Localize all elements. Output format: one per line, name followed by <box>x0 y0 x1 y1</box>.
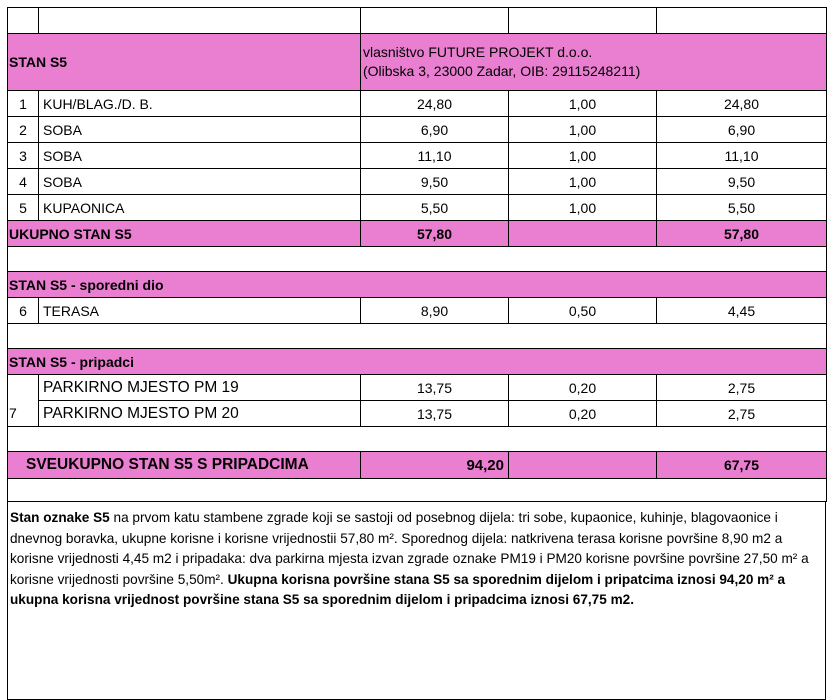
spacer-row <box>8 427 827 452</box>
room-name: PARKIRNO MJESTO PM 19 <box>39 375 361 401</box>
total-row <box>8 221 827 247</box>
table-row <box>8 143 827 169</box>
room-coefficient: 1,00 <box>509 91 657 117</box>
table-row <box>8 375 827 401</box>
grand-total-area: 94,20 <box>361 452 509 479</box>
total-label: UKUPNO STAN S5 <box>8 221 361 247</box>
note-lead: Stan oznake S5 <box>10 510 110 525</box>
row-number <box>8 375 39 401</box>
blank-top-row <box>8 8 827 34</box>
room-value: 6,90 <box>657 117 827 143</box>
room-area: 13,75 <box>361 401 509 427</box>
room-name: TERASA <box>39 298 361 324</box>
note-summary: Ukupna korisna površine stana S5 sa sporednim dijelom i pripatcima iznosi 94,20 m² a ukupna korisna vrijednost površine stana S5 sa sporednim dijelom i pripadcima iznosi 67,75 m2. <box>10 571 786 607</box>
room-value: 5,50 <box>657 195 827 221</box>
grand-total-value: 67,75 <box>657 452 827 479</box>
table-row <box>8 117 827 143</box>
total-area: 57,80 <box>361 221 509 247</box>
grand-total-label: SVEUKUPNO STAN S5 S PRIPADCIMA <box>8 452 361 479</box>
room-coefficient: 0,50 <box>509 298 657 324</box>
table-row <box>8 195 827 221</box>
row-number: 7 <box>8 401 39 427</box>
spacer-row <box>8 247 827 272</box>
apartment-title: STAN S5 <box>8 34 361 91</box>
room-name: SOBA <box>39 117 361 143</box>
room-name: KUH/BLAG./D. B. <box>39 91 361 117</box>
table-row <box>8 91 827 117</box>
owner-line-1: vlasništvo FUTURE PROJEKT d.o.o. <box>363 44 593 60</box>
room-area: 5,50 <box>361 195 509 221</box>
spacer-row <box>8 479 827 502</box>
room-area: 6,90 <box>361 117 509 143</box>
owner-line-2: (Olibska 3, 23000 Zadar, OIB: 29115248211) <box>363 63 641 79</box>
room-value: 11,10 <box>657 143 827 169</box>
row-number: 5 <box>8 195 39 221</box>
grand-total-row <box>8 452 827 479</box>
room-coefficient: 0,20 <box>509 375 657 401</box>
room-area: 8,90 <box>361 298 509 324</box>
room-name: PARKIRNO MJESTO PM 20 <box>39 401 361 427</box>
section-title: STAN S5 - pripadci <box>8 349 827 375</box>
room-name: KUPAONICA <box>39 195 361 221</box>
section-header <box>8 272 827 298</box>
room-coefficient: 0,20 <box>509 401 657 427</box>
table-row <box>8 298 827 324</box>
room-name: SOBA <box>39 143 361 169</box>
room-area: 11,10 <box>361 143 509 169</box>
area-table <box>7 7 827 502</box>
room-area: 9,50 <box>361 169 509 195</box>
description-note <box>7 502 826 700</box>
row-number: 2 <box>8 117 39 143</box>
room-area: 24,80 <box>361 91 509 117</box>
room-coefficient: 1,00 <box>509 195 657 221</box>
row-number: 1 <box>8 91 39 117</box>
table-row <box>8 401 827 427</box>
room-value: 4,45 <box>657 298 827 324</box>
note-text: na prvom katu stambene zgrade koji se sastoji od posebnog dijela: tri sobe, kupaonice, kuhinje, blagovaonice i dnevnog boravka, ukupne korisne i korisne vrijednostii 57,80 m². Sporednog dijela: natkrivena terasa korisne površine 8,90 m2 a korisne vrijednosti 4,45 m2 i pripadaka: dva parkirna mjesta izvan zgrade oznake PM19 i PM20 korisne površine površine 27,50 m² a korisne vrijednosti površine 5,50m². <box>10 510 809 587</box>
total-value: 57,80 <box>657 221 827 247</box>
section-title: STAN S5 - sporedni dio <box>8 272 827 298</box>
room-value: 24,80 <box>657 91 827 117</box>
room-coefficient: 1,00 <box>509 117 657 143</box>
owner-info <box>361 34 827 91</box>
room-value: 2,75 <box>657 375 827 401</box>
room-value: 9,50 <box>657 169 827 195</box>
apartment-sheet <box>7 7 826 690</box>
header-row <box>8 34 827 91</box>
row-number: 3 <box>8 143 39 169</box>
row-number: 4 <box>8 169 39 195</box>
room-coefficient: 1,00 <box>509 143 657 169</box>
row-number: 6 <box>8 298 39 324</box>
room-coefficient: 1,00 <box>509 169 657 195</box>
room-name: SOBA <box>39 169 361 195</box>
spacer-row <box>8 324 827 349</box>
room-value: 2,75 <box>657 401 827 427</box>
table-row <box>8 169 827 195</box>
room-area: 13,75 <box>361 375 509 401</box>
section-header <box>8 349 827 375</box>
